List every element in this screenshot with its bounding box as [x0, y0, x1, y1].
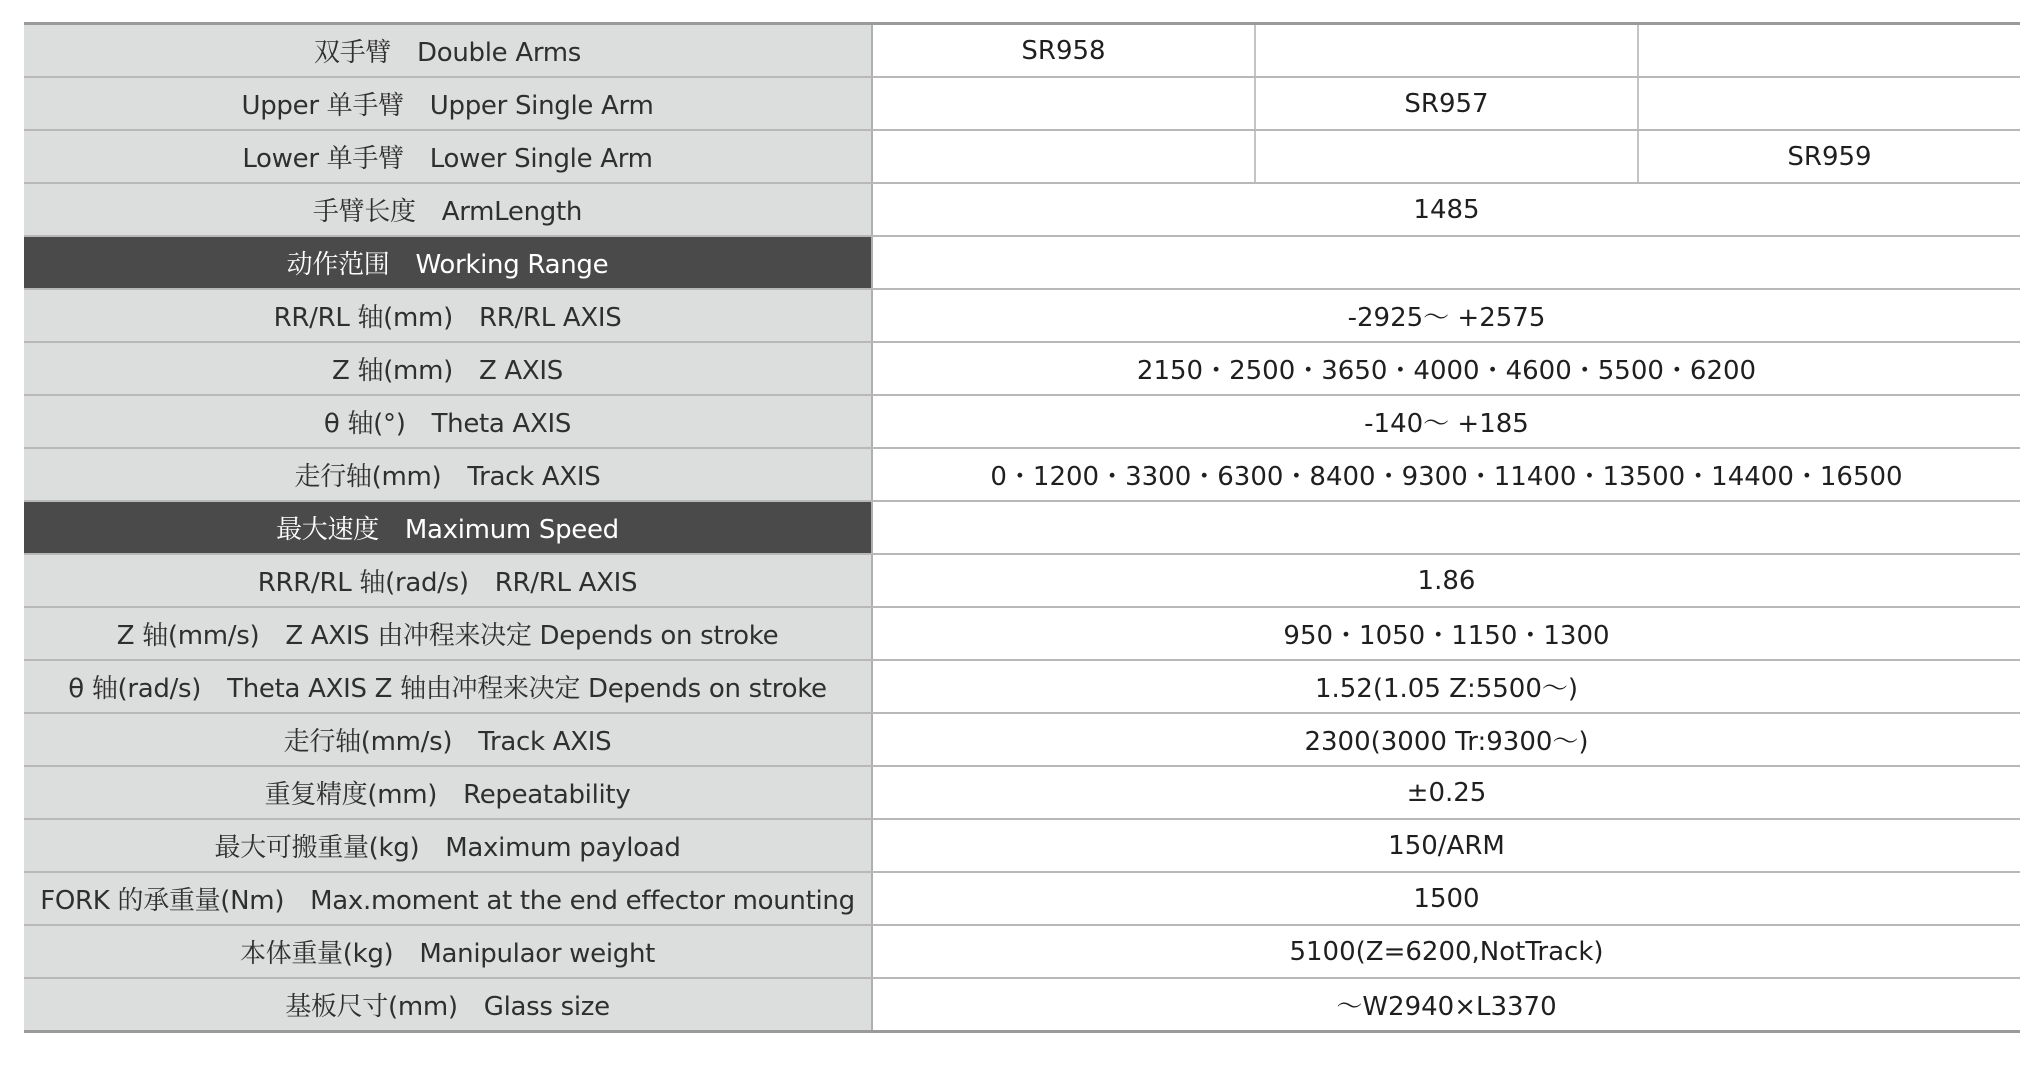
label-max-payload	[24, 819, 872, 872]
value-track-range: 0・1200・3300・6300・8400・9300・11400・13500・14400・16500	[872, 448, 2020, 501]
label-en: Upper Single Arm	[429, 91, 654, 121]
empty-cell	[872, 77, 1255, 130]
section-header-working-range	[24, 236, 872, 289]
section-en: Maximum Speed	[404, 515, 619, 545]
section-header-maximum-speed	[24, 501, 872, 554]
label-en: Manipulaor weight	[419, 939, 656, 969]
label-en: Max.moment at the end effector mounting	[310, 886, 855, 916]
label-en: ArmLength	[441, 197, 583, 227]
label-cn: FORK 的承重量(Nm)	[40, 886, 285, 916]
row-arm-length	[24, 183, 2020, 236]
label-cn: Z 轴(mm)	[332, 356, 453, 386]
value-z-range: 2150・2500・3650・4000・4600・5500・6200	[872, 342, 2020, 395]
empty-cell	[872, 501, 2020, 554]
label-fork-moment	[24, 872, 872, 925]
label-en: Theta AXIS Z 轴由冲程来决定 Depends on stroke	[227, 674, 827, 704]
label-manipulator-weight	[24, 925, 872, 978]
table-row	[24, 607, 2020, 660]
value-z-speed: 950・1050・1150・1300	[872, 607, 2020, 660]
label-cn: Lower 单手臂	[242, 144, 404, 174]
label-cn: 基板尺寸(mm)	[285, 992, 458, 1022]
label-theta-range	[24, 395, 872, 448]
label-cn: 手臂长度	[312, 197, 416, 227]
label-cn: RR/RL 轴(mm)	[273, 303, 453, 333]
value-rr-rl-speed: 1.86	[872, 554, 2020, 607]
label-en: Double Arms	[417, 38, 582, 68]
label-repeatability	[24, 766, 872, 819]
value-manipulator-weight: 5100(Z=6200,NotTrack)	[872, 925, 2020, 978]
label-cn: 双手臂	[313, 38, 392, 68]
table-row	[24, 395, 2020, 448]
label-en: Z AXIS	[478, 356, 563, 386]
empty-cell	[872, 130, 1255, 183]
label-lower-arm	[24, 130, 872, 183]
label-upper-arm	[24, 77, 872, 130]
empty-cell	[872, 236, 2020, 289]
label-en: Theta AXIS	[431, 409, 572, 439]
label-track-range	[24, 448, 872, 501]
label-cn: 走行轴(mm/s)	[283, 727, 453, 757]
label-en: RR/RL AXIS	[494, 568, 638, 598]
table-row	[24, 448, 2020, 501]
section-maximum-speed	[24, 501, 2020, 554]
label-cn: 重复精度(mm)	[264, 780, 438, 810]
model-upper: SR957	[1255, 77, 1638, 130]
value-glass-size: ～W2940×L3370	[872, 978, 2020, 1032]
value-fork-moment: 1500	[872, 872, 2020, 925]
table-row	[24, 872, 2020, 925]
table-row	[24, 766, 2020, 819]
value-max-payload: 150/ARM	[872, 819, 2020, 872]
value-track-speed: 2300(3000 Tr:9300～)	[872, 713, 2020, 766]
value-rr-rl-range: -2925～ +2575	[872, 289, 2020, 342]
label-z-speed	[24, 607, 872, 660]
label-cn: Z 轴(mm/s)	[116, 621, 260, 651]
table-row	[24, 978, 2020, 1032]
label-rr-rl-range	[24, 289, 872, 342]
value-theta-range: -140～ +185	[872, 395, 2020, 448]
value-arm-length: 1485	[872, 183, 2020, 236]
table-row	[24, 819, 2020, 872]
row-upper-arm	[24, 77, 2020, 130]
table-row	[24, 713, 2020, 766]
section-en: Working Range	[415, 250, 609, 280]
spec-table	[24, 22, 2020, 1033]
label-en: Track AXIS	[478, 727, 612, 757]
value-repeatability: ±0.25	[872, 766, 2020, 819]
label-en: Maximum payload	[445, 833, 681, 863]
label-theta-speed	[24, 660, 872, 713]
table-row	[24, 660, 2020, 713]
label-en: Glass size	[483, 992, 610, 1022]
table-row	[24, 925, 2020, 978]
table-row	[24, 342, 2020, 395]
label-track-speed	[24, 713, 872, 766]
label-cn: RRR/RL 轴(rad/s)	[257, 568, 469, 598]
model-lower: SR959	[1638, 130, 2020, 183]
label-cn: θ 轴(rad/s)	[68, 674, 202, 704]
section-working-range	[24, 236, 2020, 289]
table-row	[24, 554, 2020, 607]
empty-cell	[1638, 24, 2020, 78]
label-en: Z AXIS 由冲程来决定 Depends on stroke	[285, 621, 779, 651]
row-lower-arm	[24, 130, 2020, 183]
label-cn: 本体重量(kg)	[239, 939, 394, 969]
value-theta-speed: 1.52(1.05 Z:5500～)	[872, 660, 2020, 713]
label-double-arms	[24, 24, 872, 78]
label-en: Lower Single Arm	[429, 144, 653, 174]
label-cn: θ 轴(°)	[323, 409, 406, 439]
label-z-range	[24, 342, 872, 395]
table-row	[24, 289, 2020, 342]
label-arm-length	[24, 183, 872, 236]
label-rr-rl-speed	[24, 554, 872, 607]
empty-cell	[1638, 77, 2020, 130]
label-en: Track AXIS	[467, 462, 601, 492]
model-double: SR958	[872, 24, 1255, 78]
label-en: Repeatability	[463, 780, 631, 810]
row-double-arms	[24, 24, 2020, 78]
label-cn: Upper 单手臂	[241, 91, 404, 121]
empty-cell	[1255, 130, 1638, 183]
section-cn: 最大速度	[276, 515, 379, 545]
label-cn: 走行轴(mm)	[294, 462, 442, 492]
label-glass-size	[24, 978, 872, 1032]
section-cn: 动作范围	[286, 250, 390, 280]
label-en: RR/RL AXIS	[478, 303, 622, 333]
empty-cell	[1255, 24, 1638, 78]
label-cn: 最大可搬重量(kg)	[214, 833, 420, 863]
